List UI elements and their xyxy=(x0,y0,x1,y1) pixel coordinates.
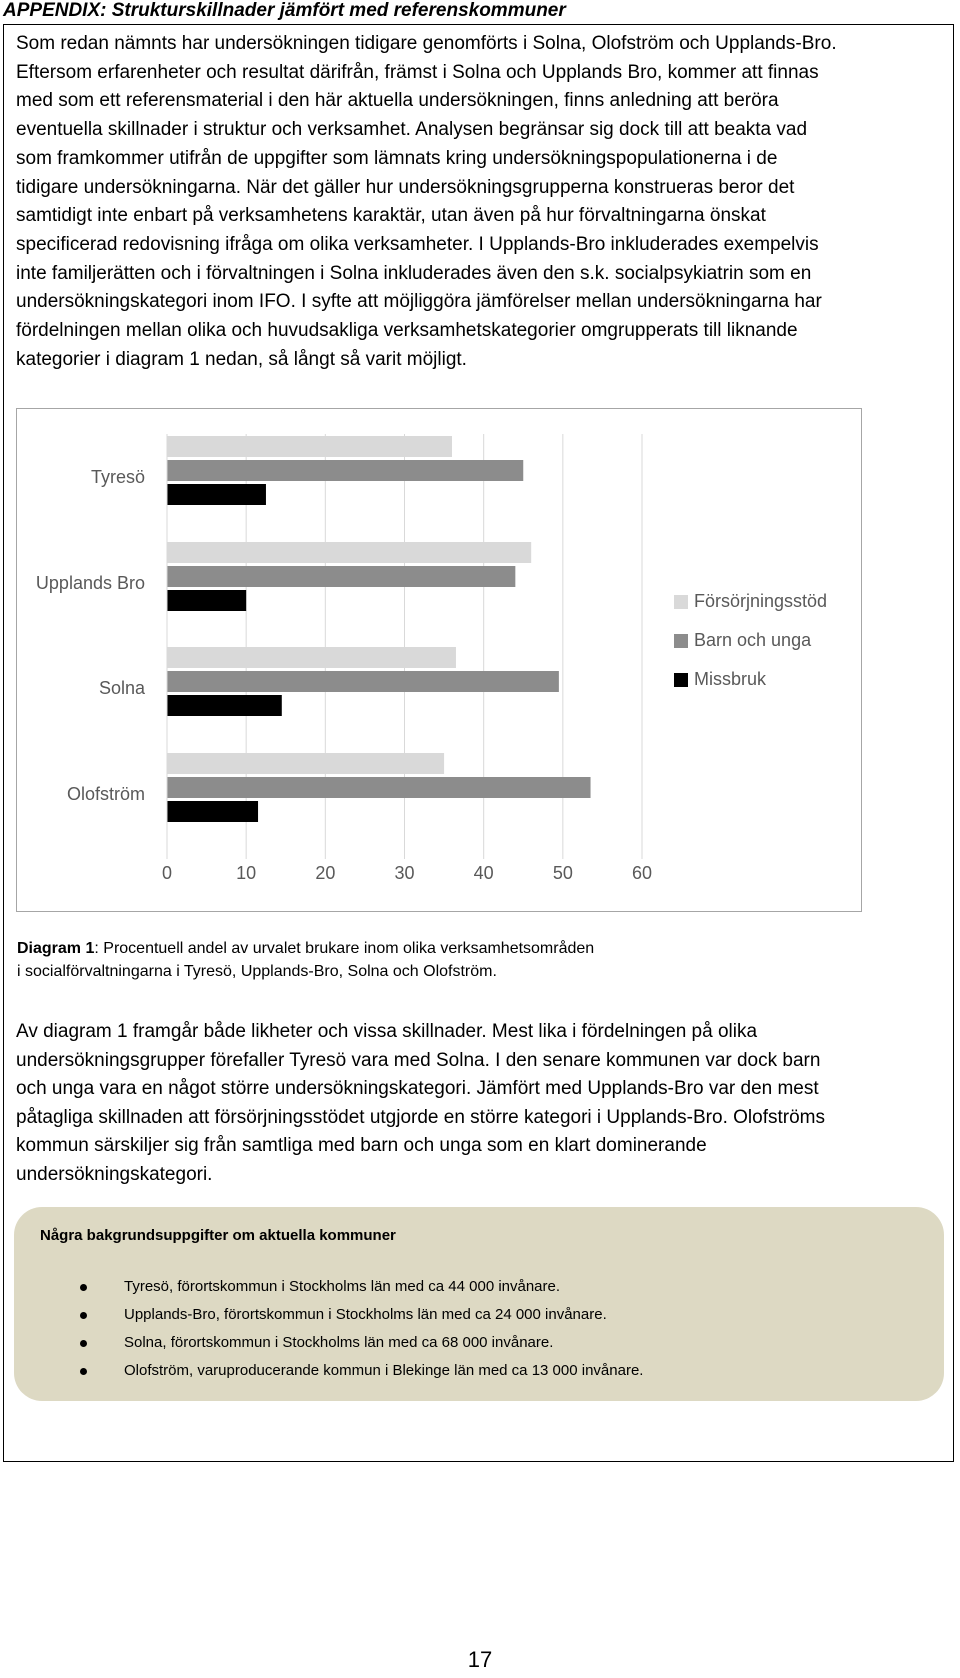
intro-line: undersökningskategori inom IFO. I syfte att möjliggöra jämförelser mellan undersökningarna har xyxy=(16,291,822,313)
intro-line: specificerad redovisning ifråga om olika verksamheter. I Upplands-Bro inkluderades exempelvis xyxy=(16,233,819,255)
caption-text-line-1: : Procentuell andel av urvalet brukare inom olika verksamhetsområden xyxy=(94,940,595,957)
bar xyxy=(167,647,456,668)
bullet-icon xyxy=(80,1368,87,1375)
list-item-text: Tyresö, förortskommun i Stockholms län med ca 44 000 invånare. xyxy=(124,1278,561,1295)
intro-line: samtidigt inte enbart på verksamhetens karaktär, utan även på hur förvaltningarna önskat xyxy=(16,205,766,227)
intro-line: Som redan nämnts har undersökningen tidigare genomförts i Solna, Olofström och Upplands-Bro. xyxy=(16,33,837,54)
category-label: Olofström xyxy=(66,784,145,804)
bullet-icon xyxy=(80,1340,87,1347)
bar xyxy=(167,460,523,481)
legend-swatch xyxy=(674,595,688,609)
analysis-line: Av diagram 1 framgår både likheter och vissa skillnader. Mest lika i fördelningen på olika xyxy=(16,1021,758,1042)
list-item-text: Upplands-Bro, förortskommun i Stockholms län med ca 24 000 invånare. xyxy=(124,1306,607,1323)
caption-label: Diagram 1 xyxy=(17,940,95,957)
category-label: Upplands Bro xyxy=(35,573,145,593)
bullet-icon xyxy=(80,1312,87,1319)
appendix-heading: APPENDIX: Strukturskillnader jämfört med referenskommuner xyxy=(3,0,566,21)
bar xyxy=(167,436,452,457)
bar xyxy=(167,695,282,716)
bar xyxy=(167,484,266,505)
analysis-line: undersökningsgrupper förefaller Tyresö vara med Solna. I den senare kommunen var dock barn xyxy=(16,1049,821,1071)
list-item xyxy=(14,1357,643,1385)
bullet-icon xyxy=(80,1284,87,1291)
background-info-box xyxy=(14,1207,944,1401)
intro-line: kategorier i diagram 1 nedan, så långt så varit möjligt. xyxy=(16,348,467,370)
diagram-caption xyxy=(17,937,917,983)
x-tick-label: 30 xyxy=(394,863,415,883)
bar xyxy=(167,566,515,587)
x-tick-label: 60 xyxy=(631,863,653,883)
list-item-text: Olofström, varuproducerande kommun i Blekinge län med ca 13 000 invånare. xyxy=(124,1362,644,1379)
intro-line: som framkommer utifrån de uppgifter som lämnats kring undersökningspopulationerna i de xyxy=(16,147,778,169)
legend-swatch xyxy=(674,634,688,648)
analysis-line: kommun särskiljer sig från samtliga med barn och unga som en klart dominerande xyxy=(16,1135,707,1156)
x-tick-label: 20 xyxy=(315,863,336,883)
bar xyxy=(167,542,531,563)
list-item xyxy=(14,1273,643,1301)
list-item xyxy=(14,1329,643,1357)
municipality-list xyxy=(14,1273,643,1385)
analysis-line: och unga vara en något större undersökningskategori. Jämfört med Upplands-Bro var den mest xyxy=(16,1078,819,1099)
list-item-text: Solna, förortskommun i Stockholms län med ca 68 000 invånare. xyxy=(124,1334,554,1351)
list-item xyxy=(14,1301,643,1329)
x-tick-label: 10 xyxy=(236,863,257,883)
analysis-line: undersökningskategori. xyxy=(16,1163,213,1185)
bar xyxy=(167,671,559,692)
caption-text-line-2: i socialförvaltningarna i Tyresö, Upplands-Bro, Solna och Olofström. xyxy=(17,963,497,980)
page-number: 17 xyxy=(467,1647,493,1672)
intro-line: fördelningen mellan olika och huvudsakliga verksamhetskategorier omgrupperats till liknande xyxy=(16,320,798,342)
bar-chart-svg xyxy=(17,409,863,913)
x-tick-label: 0 xyxy=(161,863,173,883)
intro-line: tidigare undersökningarna. När det gäller hur undersökningsgrupperna konstrueras beror det xyxy=(16,176,795,198)
x-tick-label: 40 xyxy=(473,863,494,883)
analysis-paragraph xyxy=(16,1018,946,1189)
diagram-1-chart xyxy=(16,408,862,912)
legend-swatch xyxy=(674,673,688,687)
x-tick-label: 50 xyxy=(552,863,573,883)
intro-line: inte familjerätten och i förvaltningen i Solna inkluderades även den s.k. socialpsykiatrin som en xyxy=(16,262,812,284)
bar xyxy=(167,777,591,798)
analysis-line: påtagliga skillnaden att försörjningsstödet utgjorde en större kategori i Upplands-Bro. Olofströms xyxy=(16,1106,825,1128)
legend-label: Barn och unga xyxy=(694,630,812,650)
category-label: Solna xyxy=(98,678,145,698)
legend-label: Missbruk xyxy=(694,669,767,689)
bar xyxy=(167,590,246,611)
bar xyxy=(167,753,444,774)
info-box-title: Några bakgrundsuppgifter om aktuella kommuner xyxy=(40,1227,396,1244)
intro-line: eventuella skillnader i struktur och verksamhet. Analysen begränsar sig dock till att beakta vad xyxy=(16,119,808,141)
intro-paragraph xyxy=(16,30,951,374)
intro-line: Eftersom erfarenheter och resultat därifrån, främst i Solna och Upplands Bro, kommer att finnas xyxy=(16,61,819,83)
legend-label: Försörjningsstöd xyxy=(694,591,828,611)
bar xyxy=(167,801,258,822)
intro-line: med som ett referensmaterial i den här aktuella undersökningen, finns anledning att beröra xyxy=(16,90,779,112)
category-label: Tyresö xyxy=(90,467,145,487)
